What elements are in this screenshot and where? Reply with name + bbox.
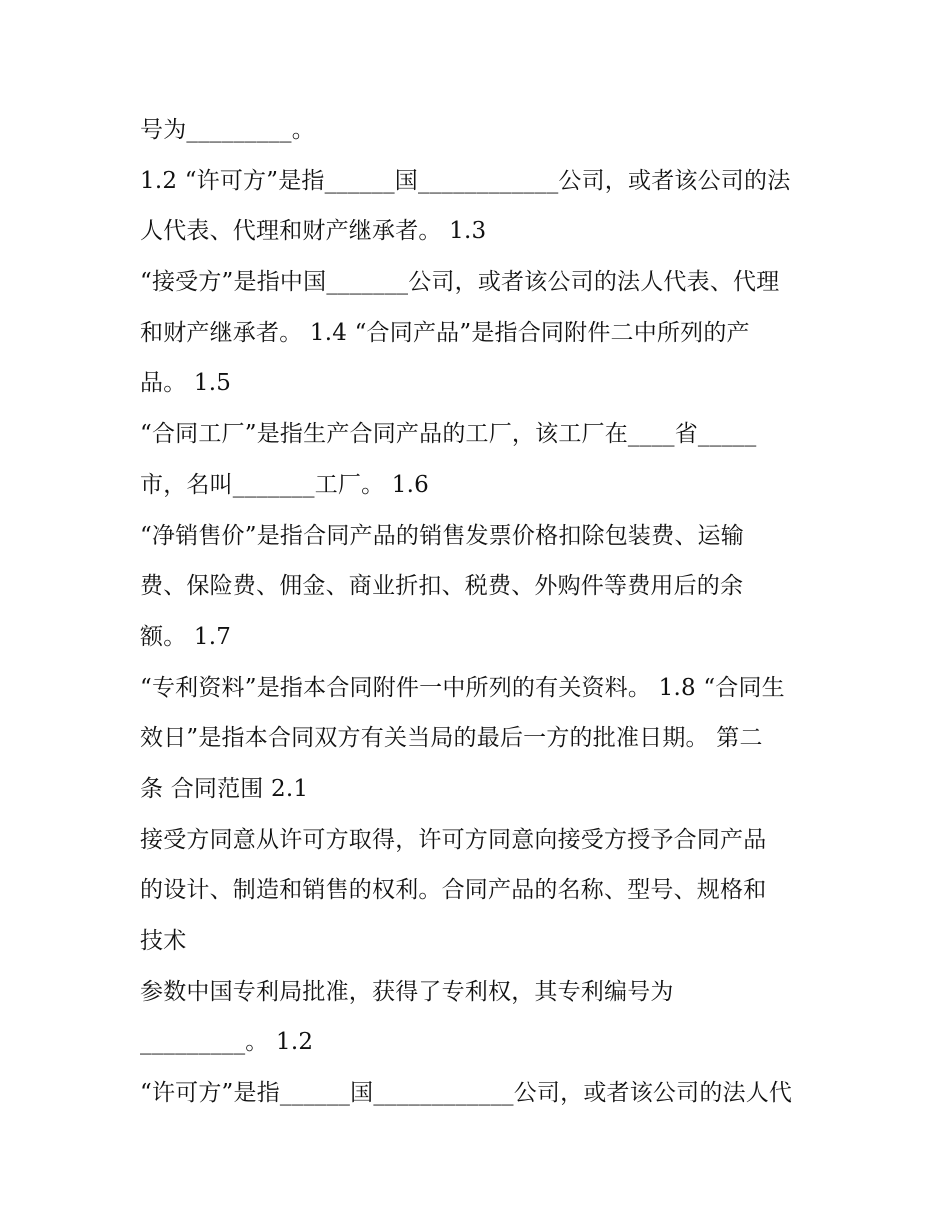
- text-line-10: 费、保险费、佣金、商业折扣、税费、外购件等费用后的余: [140, 573, 744, 600]
- text-line-3: 人代表、代理和财产继承者。 1.3: [140, 218, 487, 245]
- text-line-1: 号为_________。: [140, 117, 315, 143]
- text-line-19: _________。 1.2: [140, 1029, 314, 1056]
- text-line-14: 条 合同范围 2.1: [140, 775, 309, 802]
- text-line-8: 市，名叫_______工厂。 1.6: [140, 471, 429, 498]
- text-line-2: 1.2 “许可方”是指______国____________公司，或者该公司的法: [140, 167, 791, 194]
- text-line-16: 的设计、制造和销售的权利。合同产品的名称、型号、规格和: [140, 877, 767, 904]
- text-line-9: “净销售价”是指合同产品的销售发票价格扣除包装费、运输: [140, 522, 744, 549]
- text-line-6: 品。 1.5: [140, 370, 232, 397]
- text-line-15: 接受方同意从许可方取得，许可方同意向接受方授予合同产品: [140, 826, 767, 853]
- text-line-4: “接受方”是指中国_______公司，或者该公司的法人代表、代理: [140, 269, 780, 296]
- text-line-20: “许可方”是指______国____________公司，或者该公司的法人代: [140, 1080, 793, 1107]
- text-line-7: “合同工厂”是指生产合同产品的工厂，该工厂在____省_____: [140, 421, 757, 448]
- document-body: [140, 108, 820, 1122]
- text-line-5: 和财产继承者。 1.4 “合同产品”是指合同附件二中所列的产: [140, 319, 750, 346]
- text-line-17: 技术: [140, 928, 187, 954]
- text-line-11: 额。 1.7: [140, 623, 232, 650]
- text-line-18: 参数中国专利局批准，获得了专利权，其专利编号为: [140, 978, 674, 1005]
- text-line-12: “专利资料”是指本合同附件一中所列的有关资料。 1.8 “合同生: [140, 674, 785, 701]
- text-line-13: 效日”是指本合同双方有关当局的最后一方的批准日期。 第二: [140, 725, 763, 752]
